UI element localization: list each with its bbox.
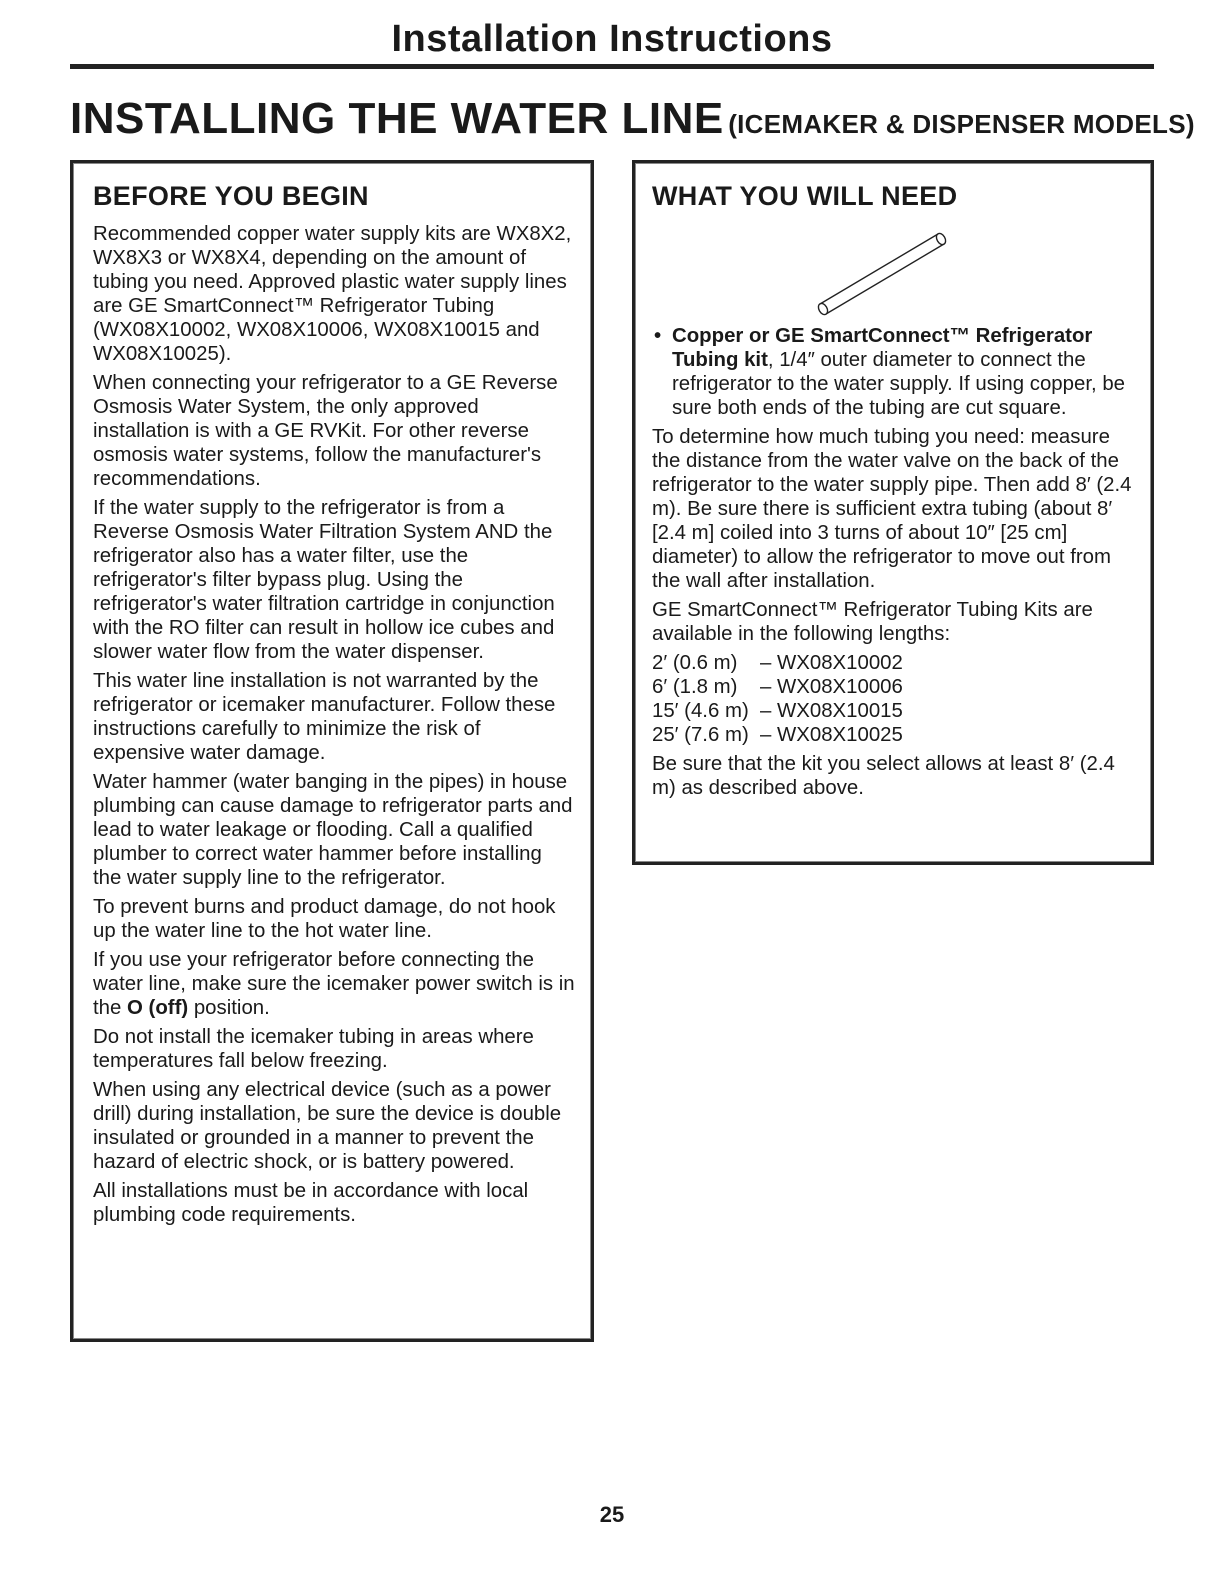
header-rule xyxy=(70,64,1154,69)
page-header-title: Installation Instructions xyxy=(391,18,833,60)
paragraph: When using any electrical device (such as a power drill) during installation, be sure the device is double insulated or grounded in a manner to prevent the hazard of electric shock, or is battery powered. xyxy=(93,1079,562,1173)
tubing-kit-name: Copper or GE SmartConnect™ Refrigerator Tubing kit xyxy=(672,325,1093,371)
before-you-begin-box xyxy=(70,160,594,1342)
page-number: 25 xyxy=(599,1502,625,1527)
paragraph: To determine how much tubing you need: measure the distance from the water valve on the back of the refrigerator to the water supply pipe. Then add 8′ (2.4 m). Be sure there is sufficient extra tubing (about 8′ [2.4 m] coiled into 3 turns of about 10″ [25 cm] diameter) to allow the refrigerator to move out from the wall after installation. xyxy=(652,426,1132,592)
bullet-dot-icon: • xyxy=(654,325,662,347)
paragraph: Water hammer (water banging in the pipes) in house plumbing can cause damage to refrigerator parts and lead to water leakage or flooding. Call a qualified plumber to correct water hammer before installing the water supply line to the refrigerator. xyxy=(93,771,573,889)
paragraph: All installations must be in accordance with local plumbing code requirements. xyxy=(93,1180,529,1226)
kit-row xyxy=(652,675,1137,699)
kit-length: 15′ (4.6 m) xyxy=(652,700,749,722)
icemaker-off-paragraph xyxy=(93,948,575,1020)
section-title xyxy=(70,94,1195,144)
paragraph: If the water supply to the refrigerator is from a Reverse Osmosis Water Filtration System AND the refrigerator also has a water filter, use the refrigerator's filter bypass plug. Using the refrigerator's water filtration cartridge in conjunction with the RO filter can result in hollow ice cubes and slower water flow from the water dispenser. xyxy=(93,497,555,663)
off-position-label: O (off) xyxy=(127,997,189,1019)
paragraph: To prevent burns and product damage, do not hook up the water line to the hot water line. xyxy=(93,896,556,942)
tubing-kit-description: , 1/4″ outer diameter to connect the refrigerator to the water supply. If using copper, be sure both ends of the tubing are cut square. xyxy=(672,349,1125,419)
kit-length: 25′ (7.6 m) xyxy=(652,724,749,746)
paragraph: Recommended copper water supply kits are WX8X2, WX8X3 or WX8X4, depending on the amount of tubing you need. Approved plastic water supply lines are GE SmartConnect™ Refrigerator Tubing (WX08X10002, WX08X10006, WX08X10015 and WX08X10025). xyxy=(93,223,572,365)
section-title-main: INSTALLING THE WATER LINE xyxy=(70,94,724,143)
off-para-text-end: position. xyxy=(188,997,270,1019)
paragraph: When connecting your refrigerator to a GE Reverse Osmosis Water System, the only approved installation is with a GE RVKit. For other reverse osmosis water systems, follow the manufacturer's recommendations. xyxy=(93,372,558,490)
kit-length-list xyxy=(652,651,1137,747)
kit-row xyxy=(652,723,1137,747)
tubing-icon xyxy=(802,222,952,318)
paragraph: Do not install the icemaker tubing in areas where temperatures fall below freezing. xyxy=(93,1026,534,1072)
kit-row xyxy=(652,651,1137,675)
what-you-will-need-heading: WHAT YOU WILL NEED xyxy=(652,181,958,211)
section-title-models: (ICEMAKER & DISPENSER MODELS) xyxy=(728,109,1195,139)
kit-length: 2′ (0.6 m) xyxy=(652,652,738,674)
kit-model: – WX08X10025 xyxy=(760,724,903,746)
tubing-kit-bullet xyxy=(652,324,1137,420)
kit-length: 6′ (1.8 m) xyxy=(652,676,738,698)
kit-row xyxy=(652,699,1137,723)
paragraph: This water line installation is not warranted by the refrigerator or icemaker manufacturer. Follow these instructions carefully to minimize the risk of expensive water damage. xyxy=(93,670,556,764)
before-you-begin-heading: BEFORE YOU BEGIN xyxy=(93,181,369,211)
paragraph: GE SmartConnect™ Refrigerator Tubing Kits are available in the following lengths: xyxy=(652,599,1093,645)
tubing-illustration xyxy=(652,222,1137,318)
kit-model: – WX08X10006 xyxy=(760,676,903,698)
what-you-will-need-box xyxy=(632,160,1154,865)
kit-model: – WX08X10015 xyxy=(760,700,903,722)
off-para-text: If you use your refrigerator before connecting the water line, make sure the icemaker power switch is in the xyxy=(93,949,575,1019)
paragraph: Be sure that the kit you select allows at least 8′ (2.4 m) as described above. xyxy=(652,753,1115,799)
kit-model: – WX08X10002 xyxy=(760,652,903,674)
